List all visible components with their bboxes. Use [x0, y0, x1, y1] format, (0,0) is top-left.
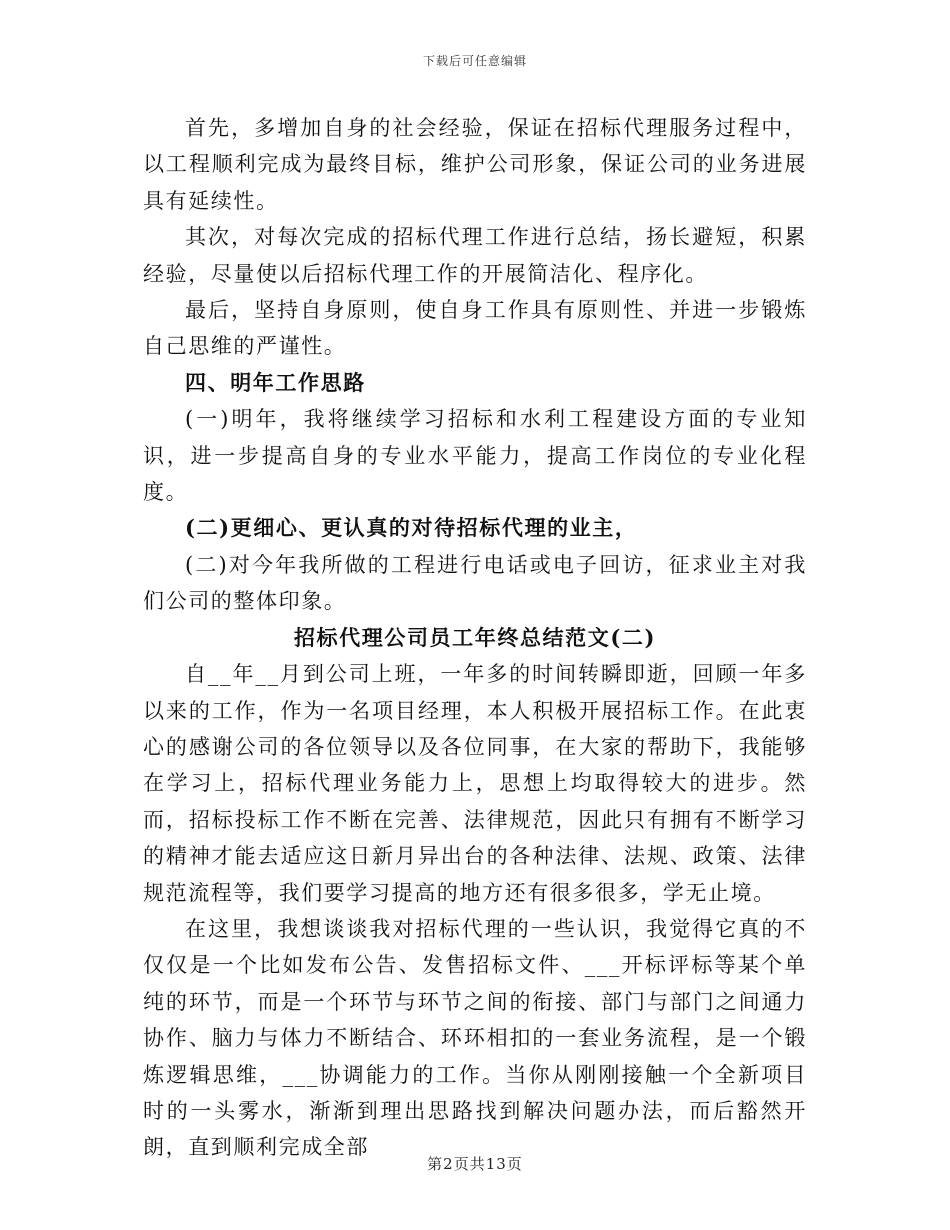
paragraph: 首先，多增加自身的社会经验，保证在招标代理服务过程中，以工程顺利完成为最终目标，维护公司形象，保证公司的业务进展具有延续性。 [143, 116, 807, 213]
paragraph: (一)明年，我将继续学习招标和水利工程建设方面的专业知识，进一步提高自身的专业水平能力，提高工作岗位的专业化程度。 [143, 407, 807, 505]
document-title: 招标代理公司员工年终总结范文(二) [293, 624, 657, 650]
document-body [143, 110, 807, 1166]
section-heading: 四、明年工作思路 [185, 369, 366, 395]
page-footer: 第2页共13页 [427, 1155, 523, 1173]
page-header: 下载后可任意编辑 [422, 54, 527, 68]
paragraph: 最后，坚持自身原则，使自身工作具有原则性、并进一步锻炼自己思维的严谨性。 [143, 298, 807, 359]
subsection-heading: (二)更细心、更认真的对待招标代理的业主， [185, 515, 638, 541]
paragraph: 在这里，我想谈谈我对招标代理的一些认识，我觉得它真的不仅仅是一个比如发布公告、发售招标文件、___开标评标等某个单纯的环节，而是一个环节与环节之间的衔接、部门与部门之间通力协作、脑力与体力不断结合、环环相扣的一套业务流程，是一个锻炼逻辑思维，___协调能力的工作。当你从刚刚接触一个全新项目时的一头雾水，渐渐到理出思路找到解决问题办法，而后豁然开朗，直到顺利完成全部 [143, 916, 807, 1160]
paragraph: (二)对今年我所做的工程进行电话或电子回访，征求业主对我们公司的整体印象。 [143, 552, 807, 614]
paragraph: 其次，对每次完成的招标代理工作进行总结，扬长避短，积累经验，尽量使以后招标代理工作的开展简洁化、程序化。 [143, 225, 807, 286]
paragraph: 自__年__月到公司上班，一年多的时间转瞬即逝，回顾一年多以来的工作，作为一名项目经理，本人积极开展招标工作。在此衷心的感谢公司的各位领导以及各位同事，在大家的帮助下，我能够在学习上，招标代理业务能力上，思想上均取得较大的进步。然而，招标投标工作不断在完善、法律规范，因此只有拥有不断学习的精神才能去适应这日新月异出台的各种法律、法规、政策、法律规范流程等，我们要学习提高的地方还有很多很多，学无止境。 [143, 662, 807, 905]
